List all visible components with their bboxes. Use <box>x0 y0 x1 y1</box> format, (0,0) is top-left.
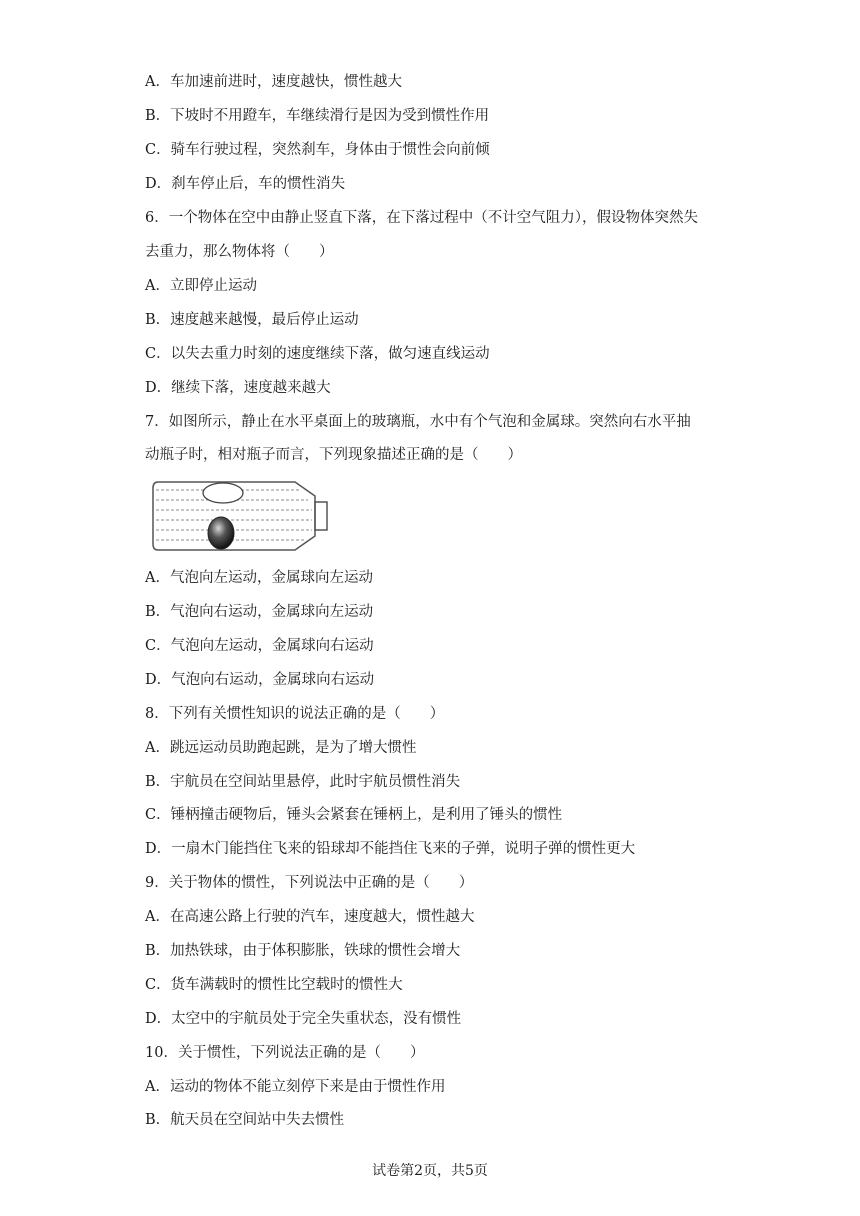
q10-option-b: B．航天员在空间站中失去惯性 <box>145 1112 345 1128</box>
bottle-figure <box>150 476 340 556</box>
q7-stem-line2: 动瓶子时，相对瓶子而言，下列现象描述正确的是（ ） <box>145 447 522 463</box>
q5-option-c: C．骑车行驶过程，突然刹车，身体由于惯性会向前倾 <box>145 142 490 158</box>
q6-stem-line2: 去重力，那么物体将（ ） <box>145 244 334 260</box>
q9-option-c: C．货车满载时的惯性比空载时的惯性大 <box>145 977 403 993</box>
q7-stem-line1: 7．如图所示，静止在水平桌面上的玻璃瓶，水中有个气泡和金属球。突然向右水平抽 <box>145 414 691 430</box>
q8-stem: 8．下列有关惯性知识的说法正确的是（ ） <box>145 706 445 722</box>
q9-stem: 9．关于物体的惯性，下列说法中正确的是（ ） <box>145 875 474 891</box>
q8-option-a: A．跳远运动员助跑起跳，是为了增大惯性 <box>145 740 417 756</box>
q10-stem: 10．关于惯性，下列说法正确的是（ ） <box>145 1045 425 1061</box>
q7-option-d: D．气泡向右运动，金属球向右运动 <box>145 672 375 688</box>
q5-option-a: A．车加速前进时，速度越快，惯性越大 <box>145 74 402 90</box>
q7-option-a: A．气泡向左运动，金属球向左运动 <box>145 570 373 586</box>
q9-option-a: A．在高速公路上行驶的汽车，速度越大，惯性越大 <box>145 909 475 925</box>
q7-option-c: C．气泡向左运动，金属球向右运动 <box>145 638 374 654</box>
q6-stem-line1: 6．一个物体在空中由静止竖直下落，在下落过程中（不计空气阻力），假设物体突然失 <box>145 210 698 226</box>
q6-option-b: B．速度越来越慢，最后停止运动 <box>145 312 359 328</box>
q8-option-d: D．一扇木门能挡住飞来的铅球却不能挡住飞来的子弹，说明子弹的惯性更大 <box>145 841 636 857</box>
page-footer: 试卷第2页，共5页 <box>372 1163 488 1179</box>
q5-option-d: D．刹车停止后，车的惯性消失 <box>145 176 346 192</box>
q6-option-d: D．继续下落，速度越来越大 <box>145 380 331 396</box>
q6-option-c: C．以失去重力时刻的速度继续下落，做匀速直线运动 <box>145 346 490 362</box>
air-bubble <box>203 483 243 503</box>
q10-option-a: A．运动的物体不能立刻停下来是由于惯性作用 <box>145 1079 446 1095</box>
q8-option-c: C．锤柄撞击硬物后，锤头会紧套在锤柄上，是利用了锤头的惯性 <box>145 807 563 823</box>
q7-option-b: B．气泡向右运动，金属球向左运动 <box>145 604 374 620</box>
q9-option-d: D．太空中的宇航员处于完全失重状态，没有惯性 <box>145 1011 462 1027</box>
q5-option-b: B．下坡时不用蹬车，车继续滑行是因为受到惯性作用 <box>145 108 490 124</box>
q8-option-b: B．宇航员在空间站里悬停，此时宇航员惯性消失 <box>145 774 461 790</box>
q6-option-a: A．立即停止运动 <box>145 278 257 294</box>
q9-option-b: B．加热铁球，由于体积膨胀，铁球的惯性会增大 <box>145 943 461 959</box>
metal-ball <box>208 517 234 549</box>
